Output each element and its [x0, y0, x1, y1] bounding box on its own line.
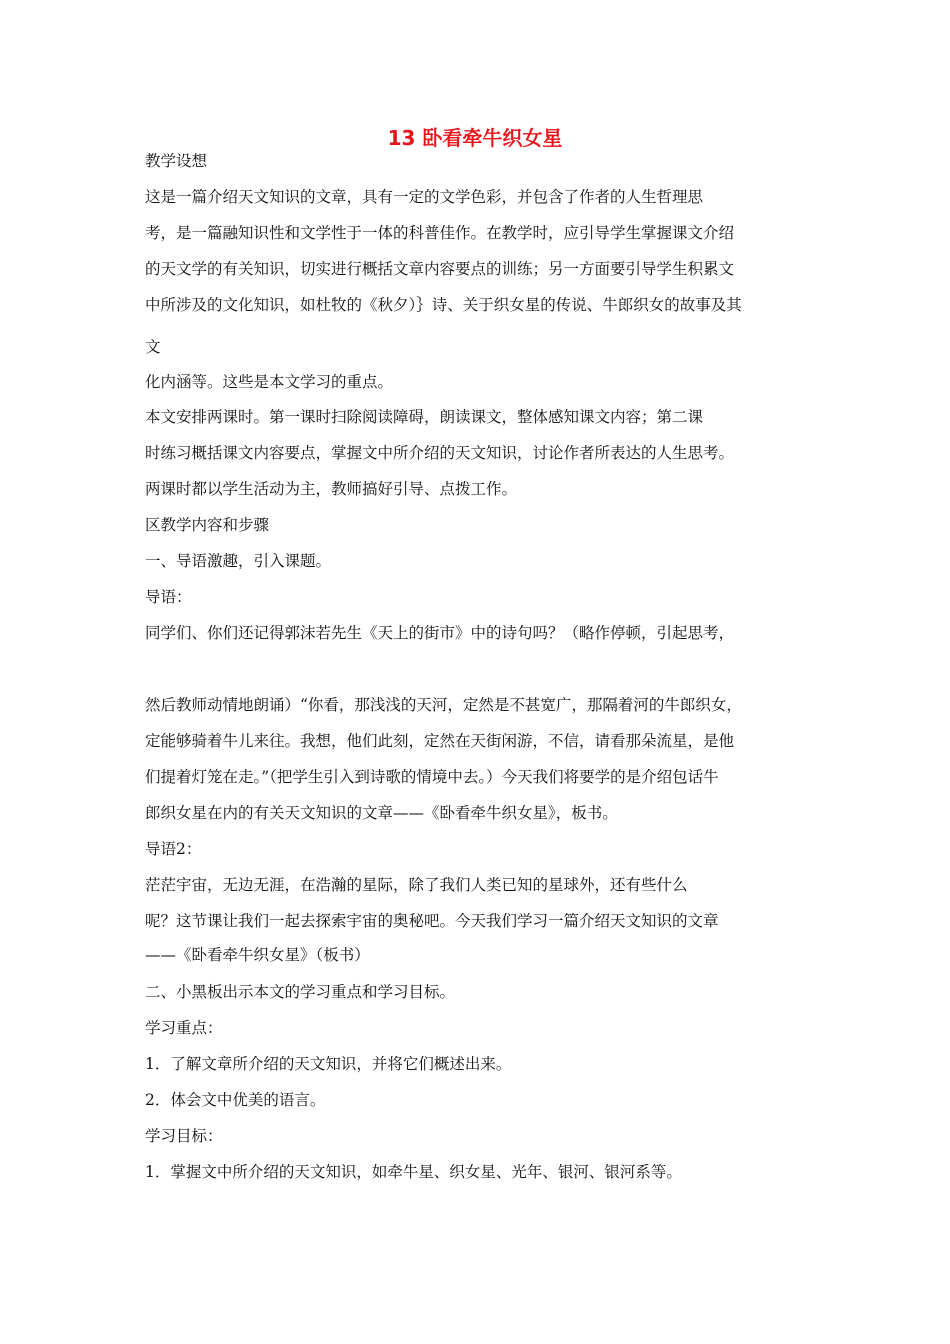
section-heading: 一、导语激趣，引入课题。 — [145, 552, 332, 570]
paragraph-line: ——《卧看牵牛织女星》（板书） — [145, 946, 370, 964]
paragraph-line: 定能够骑着牛儿来往。我想，他们此刻，定然在天街闲游，不信，请看那朵流星，是他 — [145, 732, 735, 750]
paragraph-line: 的天文学的有关知识，切实进行概括文章内容要点的训练；另一方面要引导学生积累文 — [145, 260, 735, 278]
section-heading: 区教学内容和步骤 — [145, 516, 270, 534]
paragraph-line: 茫茫宇宙，无边无涯，在浩瀚的星际，除了我们人类已知的星球外，还有些什么 — [145, 876, 688, 894]
section-heading: 二、小黑板出示本文的学习重点和学习目标。 — [145, 983, 456, 1001]
paragraph-line: 导语： — [145, 588, 192, 606]
list-item: 2．体会文中优美的语言。 — [145, 1091, 326, 1109]
paragraph-line: 文 — [145, 338, 161, 356]
paragraph-line: 同学们、你们还记得郭沫若先生《天上的街市》中的诗句吗？（略作停顿，引起思考， — [145, 624, 735, 642]
list-item: 1．掌握文中所介绍的天文知识，如牵牛星、织女星、光年、银河、银河系等。 — [145, 1163, 682, 1181]
paragraph-line: 中所涉及的文化知识，如杜牧的《秋夕）｝诗、关于织女星的传说、牛郎织女的故事及其 — [145, 296, 742, 314]
document-title: 13 卧看牵牛织女星 — [387, 126, 563, 150]
paragraph-line: 郎织女星在内的有关天文知识的文章——《卧看牵牛织女星》，板书。 — [145, 804, 618, 822]
paragraph-line: 教学设想 — [145, 152, 208, 170]
paragraph-line: 考，是一篇融知识性和文学性于一体的科普佳作。在教学时，应引导学生掌握课文介绍 — [145, 224, 735, 242]
paragraph-line: 时练习概括课文内容要点，掌握文中所介绍的天文知识，讨论作者所表达的人生思考。 — [145, 444, 735, 462]
paragraph-line: 本文安排两课时。第一课时扫除阅读障碍，朗读课文，整体感知课文内容；第二课 — [145, 408, 704, 426]
paragraph-line: 导语2： — [145, 840, 202, 858]
paragraph-line: 然后教师动情地朗诵）“你看，那浅浅的天河，定然是不甚宽广，那隔着河的牛郎织女， — [145, 696, 742, 714]
paragraph-line: 化内涵等。这些是本文学习的重点。 — [145, 373, 394, 391]
paragraph-line: 学习重点： — [145, 1019, 223, 1037]
paragraph-line: 们提着灯笼在走。”（把学生引入到诗歌的情境中去。）今天我们将要学的是介绍包话牛 — [145, 768, 719, 786]
paragraph-line: 这是一篇介绍天文知识的文章，具有一定的文学色彩，并包含了作者的人生哲理思 — [145, 188, 704, 206]
paragraph-line: 两课时都以学生活动为主，教师搞好引导、点拨工作。 — [145, 480, 518, 498]
paragraph-line: 呢？这节课让我们一起去探索宇宙的奥秘吧。今天我们学习一篇介绍天文知识的文章 — [145, 912, 719, 930]
list-item: 1．了解文章所介绍的天文知识，并将它们概述出来。 — [145, 1055, 512, 1073]
paragraph-line: 学习目标： — [145, 1127, 223, 1145]
